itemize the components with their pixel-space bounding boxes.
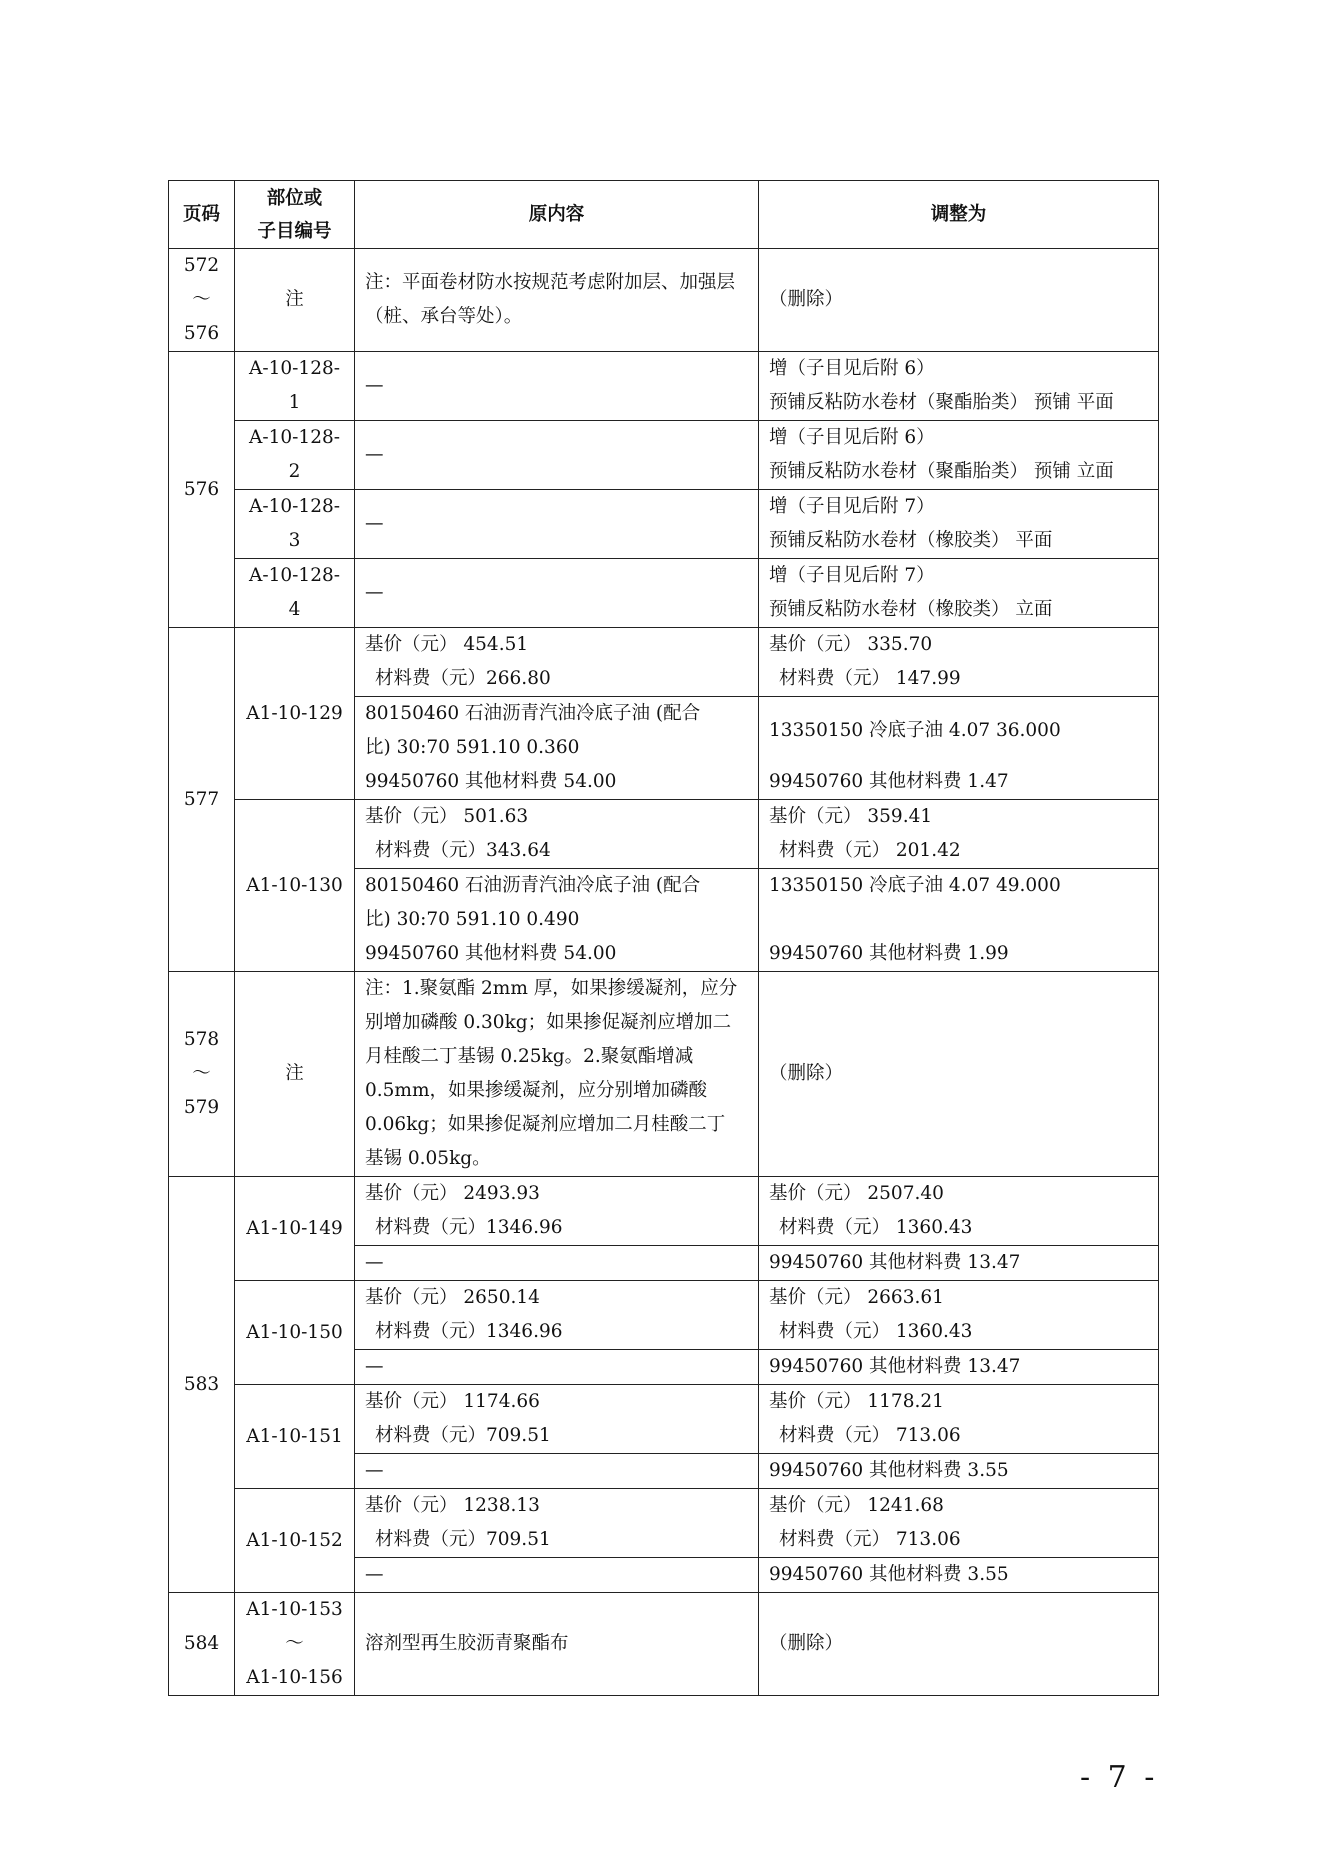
- code-text: A1-10-153: [246, 1599, 343, 1620]
- base-price: 基价（元） 454.51: [365, 634, 529, 655]
- code-cell: A1-10-150: [235, 1281, 355, 1385]
- page-text: 579: [183, 1097, 220, 1118]
- original-cell: [355, 1489, 759, 1558]
- adjusted-line: 预铺反粘防水卷材（橡胶类） 平面: [769, 530, 1053, 551]
- page-text: 572: [183, 255, 220, 276]
- table-row: [169, 421, 1159, 490]
- material-line: 80150460 石油沥青汽油冷底子油 (配合: [365, 875, 701, 896]
- base-price: 基价（元） 335.70: [769, 634, 933, 655]
- original-cell: [355, 1385, 759, 1454]
- note-line: 0.5mm，如果掺缓凝剂，应分别增加磷酸: [365, 1080, 708, 1101]
- original-cell: [355, 1177, 759, 1246]
- table-row: [169, 352, 1159, 421]
- code-cell: A-10-128-2: [235, 421, 355, 490]
- code-cell: A1-10-152: [235, 1489, 355, 1593]
- code-cell: A1-10-129: [235, 628, 355, 800]
- table-row: [169, 490, 1159, 559]
- page-cell: [169, 972, 235, 1177]
- original-cell: —: [355, 1350, 759, 1385]
- base-price: 基价（元） 1174.66: [365, 1391, 540, 1412]
- original-cell: —: [355, 490, 759, 559]
- adjusted-line: 增（子目见后附 6）: [769, 427, 935, 448]
- page-text: 578: [183, 1029, 220, 1050]
- table-row: [169, 972, 1159, 1177]
- material-fee: 材料费（元）1346.96: [375, 1217, 563, 1238]
- code-cell: A1-10-151: [235, 1385, 355, 1489]
- adjusted-cell: [759, 869, 1159, 972]
- original-cell: —: [355, 352, 759, 421]
- adjusted-line: 增（子目见后附 6）: [769, 358, 935, 379]
- material-fee: 材料费（元）1346.96: [375, 1321, 563, 1342]
- code-cell: A-10-128-4: [235, 559, 355, 628]
- material-fee: 材料费（元） 713.06: [779, 1529, 961, 1550]
- material-line: 80150460 石油沥青汽油冷底子油 (配合: [365, 703, 701, 724]
- original-cell: —: [355, 1558, 759, 1593]
- material-line: 99450760 其他材料费 1.99: [769, 943, 1009, 964]
- adjusted-cell: （删除）: [759, 972, 1159, 1177]
- note-line: 基锡 0.05kg。: [365, 1148, 491, 1169]
- material-line: 99450760 其他材料费 54.00: [365, 771, 617, 792]
- original-cell: —: [355, 421, 759, 490]
- adjusted-cell: [759, 490, 1159, 559]
- base-price: 基价（元） 2650.14: [365, 1287, 540, 1308]
- base-price: 基价（元） 2507.40: [769, 1183, 944, 1204]
- material-line: 比) 30:70 591.10 0.360: [365, 737, 580, 758]
- original-cell: [355, 628, 759, 697]
- code-cell: A1-10-130: [235, 800, 355, 972]
- adjusted-cell: [759, 352, 1159, 421]
- note-line: 月桂酸二丁基锡 0.25kg。2.聚氨酯增减: [365, 1046, 694, 1067]
- table-row: [169, 628, 1159, 697]
- original-cell: —: [355, 559, 759, 628]
- original-cell: [355, 800, 759, 869]
- table-row: [169, 249, 1159, 352]
- header-adjusted: 调整为: [759, 181, 1159, 249]
- page-text: 576: [183, 323, 220, 344]
- material-fee: 材料费（元）343.64: [375, 840, 551, 861]
- material-fee: 材料费（元）266.80: [375, 668, 551, 689]
- table-row: [169, 800, 1159, 869]
- adjusted-cell: [759, 1177, 1159, 1246]
- material-line: 比) 30:70 591.10 0.490: [365, 909, 580, 930]
- adjusted-cell: [759, 628, 1159, 697]
- note-line: 0.06kg；如果掺促凝剂应增加二月桂酸二丁: [365, 1114, 726, 1135]
- original-cell: 溶剂型再生胶沥青聚酯布: [355, 1593, 759, 1696]
- adjusted-line: 预铺反粘防水卷材（聚酯胎类） 预铺 平面: [769, 392, 1114, 413]
- original-cell: [355, 1281, 759, 1350]
- adjusted-cell: 99450760 其他材料费 3.55: [759, 1558, 1159, 1593]
- adjusted-cell: [759, 1385, 1159, 1454]
- base-price: 基价（元） 1238.13: [365, 1495, 540, 1516]
- material-line: 13350150 冷底子油 4.07 49.000: [769, 875, 1061, 896]
- page-tilde: ～: [192, 1063, 211, 1084]
- adjusted-line: 预铺反粘防水卷材（聚酯胎类） 预铺 立面: [769, 461, 1114, 482]
- code-tilde: ～: [285, 1633, 304, 1654]
- base-price: 基价（元） 2493.93: [365, 1183, 540, 1204]
- material-fee: 材料费（元） 1360.43: [779, 1321, 973, 1342]
- table-row: [169, 1385, 1159, 1454]
- code-cell: [235, 1593, 355, 1696]
- adjusted-cell: [759, 697, 1159, 800]
- page-cell: 577: [169, 628, 235, 972]
- base-price: 基价（元） 1241.68: [769, 1495, 944, 1516]
- original-cell: —: [355, 1454, 759, 1489]
- table-row: [169, 1177, 1159, 1246]
- adjusted-line: 预铺反粘防水卷材（橡胶类） 立面: [769, 599, 1053, 620]
- header-part-line2: 子目编号: [257, 220, 332, 242]
- adjusted-cell: [759, 1489, 1159, 1558]
- adjusted-cell: [759, 800, 1159, 869]
- table-header-row: [169, 181, 1159, 249]
- adjusted-cell: [759, 421, 1159, 490]
- header-part: [235, 181, 355, 249]
- original-cell: [355, 697, 759, 800]
- base-price: 基价（元） 1178.21: [769, 1391, 944, 1412]
- base-price: 基价（元） 501.63: [365, 806, 529, 827]
- adjusted-cell: （删除）: [759, 1593, 1159, 1696]
- material-fee: 材料费（元） 1360.43: [779, 1217, 973, 1238]
- note-line: 别增加磷酸 0.30kg；如果掺促凝剂应增加二: [365, 1012, 732, 1033]
- code-cell: A-10-128-1: [235, 352, 355, 421]
- material-fee: 材料费（元） 713.06: [779, 1425, 961, 1446]
- adjusted-cell: （删除）: [759, 249, 1159, 352]
- material-line: 99450760 其他材料费 1.47: [769, 771, 1009, 792]
- material-line: 99450760 其他材料费 54.00: [365, 943, 617, 964]
- material-fee: 材料费（元）709.51: [375, 1425, 551, 1446]
- material-line: 13350150 冷底子油 4.07 36.000: [769, 720, 1061, 741]
- code-text: A1-10-156: [246, 1667, 343, 1688]
- table-row: [169, 1281, 1159, 1350]
- adjusted-cell: 99450760 其他材料费 13.47: [759, 1246, 1159, 1281]
- original-cell: [355, 869, 759, 972]
- table-row: [169, 559, 1159, 628]
- table-row: [169, 1489, 1159, 1558]
- errata-table: [168, 180, 1159, 1696]
- page-number: - 7 -: [1080, 1760, 1159, 1795]
- original-cell: —: [355, 1246, 759, 1281]
- code-cell: A1-10-149: [235, 1177, 355, 1281]
- page-cell: 584: [169, 1593, 235, 1696]
- adjusted-cell: [759, 559, 1159, 628]
- header-part-line1: 部位或: [266, 187, 323, 209]
- part-cell: 注: [235, 972, 355, 1177]
- material-fee: 材料费（元） 201.42: [779, 840, 961, 861]
- adjusted-line: 增（子目见后附 7）: [769, 565, 935, 586]
- original-cell: 注：平面卷材防水按规范考虑附加层、加强层（桩、承台等处）。: [355, 249, 759, 352]
- header-page: 页码: [169, 181, 235, 249]
- base-price: 基价（元） 359.41: [769, 806, 933, 827]
- header-original: 原内容: [355, 181, 759, 249]
- page-tilde: ～: [192, 289, 211, 310]
- code-cell: A-10-128-3: [235, 490, 355, 559]
- page-cell: 576: [169, 352, 235, 628]
- page-cell: [169, 249, 235, 352]
- adjusted-cell: 99450760 其他材料费 13.47: [759, 1350, 1159, 1385]
- page-cell: 583: [169, 1177, 235, 1593]
- material-fee: 材料费（元） 147.99: [779, 668, 961, 689]
- adjusted-line: 增（子目见后附 7）: [769, 496, 935, 517]
- base-price: 基价（元） 2663.61: [769, 1287, 944, 1308]
- part-cell: 注: [235, 249, 355, 352]
- material-fee: 材料费（元）709.51: [375, 1529, 551, 1550]
- original-cell: [355, 972, 759, 1177]
- adjusted-cell: 99450760 其他材料费 3.55: [759, 1454, 1159, 1489]
- table-row: [169, 1593, 1159, 1696]
- note-line: 注：1.聚氨酯 2mm 厚，如果掺缓凝剂，应分: [365, 978, 738, 999]
- adjusted-cell: [759, 1281, 1159, 1350]
